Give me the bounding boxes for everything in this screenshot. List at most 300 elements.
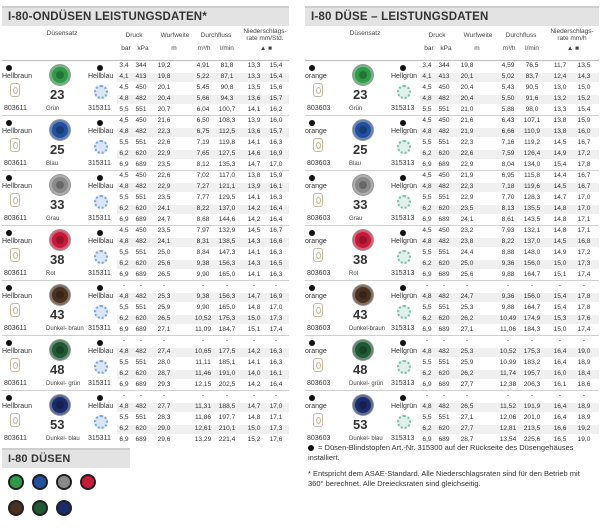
table-row: [420, 150, 599, 159]
cell-lmin: 112,5: [218, 128, 235, 135]
unit-bar: bar: [424, 45, 434, 52]
cell-bar: 6,2: [422, 205, 432, 212]
table-row: [117, 337, 289, 346]
housing-color-name: Hellbraun: [2, 238, 32, 245]
cell-wurfweite: 25,6: [157, 260, 171, 267]
cell-kpa: 482: [135, 348, 147, 355]
cell-lmin: 137,0: [523, 238, 541, 245]
stator-article-number: 315313: [391, 270, 415, 277]
cell-triangle-rate: 16,4: [553, 403, 567, 410]
cell-wurfweite: -: [465, 282, 469, 289]
cell-m3h: 5,43: [501, 84, 515, 91]
table-row: [117, 216, 289, 225]
cell-m3h: 9,88: [501, 304, 515, 311]
plug-dot-icon: [97, 65, 103, 71]
table-row: [420, 128, 599, 137]
stator-gear-icon: [94, 250, 108, 264]
table-row: [420, 392, 599, 401]
table-row: [117, 73, 289, 82]
stator-color-name: Hellgrün: [391, 348, 418, 355]
cell-lmin: 129,5: [218, 194, 236, 201]
stator-color-name: Hellgrün: [391, 403, 418, 410]
cell-triangle-rate: 14,1: [247, 271, 261, 278]
cell-wurfweite: 23,5: [157, 227, 171, 234]
cell-m3h: 10,65: [194, 348, 212, 355]
stator-article-number: 315311: [88, 270, 111, 277]
nozzle-color-label: Grau: [46, 216, 60, 222]
cell-bar: 4,8: [119, 238, 129, 245]
cell-kpa: 551: [438, 249, 450, 256]
cell-m3h: 5,45: [196, 84, 210, 91]
cell-wurfweite: 19,2: [157, 62, 171, 69]
cell-wurfweite: 24,4: [460, 249, 474, 256]
cell-m3h: 11,06: [499, 326, 516, 333]
housing-color-name: Hellbraun: [2, 183, 32, 190]
cell-square-rate: 16,3: [269, 348, 283, 355]
nozzle-group-33: [305, 170, 599, 225]
cell-lmin: 191,9: [523, 403, 541, 410]
nozzle-size-number: 23: [353, 87, 368, 102]
cell-bar: 5,5: [422, 139, 432, 146]
cell-bar: 5,5: [422, 194, 432, 201]
cell-lmin: 164,7: [523, 304, 541, 311]
cell-wurfweite: 27,7: [157, 403, 171, 410]
cell-triangle-rate: 14,7: [553, 194, 567, 201]
right-panel-title: I-80 DÜSE – LEISTUNGSDATEN: [305, 6, 599, 26]
table-row: [420, 293, 599, 302]
cell-m3h: 6,04: [196, 106, 210, 113]
cell-kpa: 450: [438, 172, 450, 179]
table-row: [420, 381, 599, 390]
cell-triangle-rate: 13,6: [247, 128, 261, 135]
table-row: [117, 150, 289, 159]
plug-dot-icon: [400, 340, 406, 346]
cell-m3h: -: [506, 392, 510, 399]
cell-wurfweite: 22,6: [157, 172, 171, 179]
cell-bar: -: [425, 282, 429, 289]
cell-m3h: 7,19: [196, 139, 210, 146]
cell-kpa: 551: [135, 106, 147, 113]
stator-gear-icon: [94, 85, 108, 99]
cell-m3h: 11,31: [194, 403, 211, 410]
cell-bar: 5,5: [119, 249, 129, 256]
cell-triangle-rate: 14,6: [247, 150, 261, 157]
cell-lmin: 188,5: [218, 403, 236, 410]
cell-lmin: 183,2: [523, 359, 541, 366]
cell-m3h: 8,88: [501, 249, 515, 256]
cell-kpa: 620: [438, 205, 450, 212]
stator-article-number: 315313: [391, 435, 415, 442]
header-durchfluss: Durchfluss: [200, 32, 232, 39]
nozzle-group-38: [2, 225, 289, 280]
table-row: [420, 326, 599, 335]
cell-wurfweite: 25,9: [157, 304, 171, 311]
cell-square-rate: 15,2: [577, 95, 591, 102]
cell-m3h: -: [506, 337, 510, 344]
cell-kpa: 551: [438, 139, 450, 146]
header-duesensatz: Düsensatz: [349, 30, 381, 37]
cell-triangle-rate: 14,1: [247, 194, 261, 201]
cell-wurfweite: 29,3: [157, 381, 171, 388]
nozzle-color-label: Dunkel-braun: [349, 326, 386, 332]
nozzle-thumbnails: [2, 468, 130, 526]
cell-bar: 5,5: [119, 359, 129, 366]
cell-kpa: 689: [135, 326, 147, 333]
cell-square-rate: 16,2: [269, 106, 283, 113]
cell-lmin: 184,7: [218, 326, 236, 333]
cell-m3h: 9,36: [501, 293, 515, 300]
cell-m3h: 6,95: [501, 172, 515, 179]
nozzle-face-icon: [353, 65, 373, 85]
cell-m3h: 5,22: [196, 73, 210, 80]
nozzle-color-label: Dunkel- braun: [46, 326, 84, 332]
cell-square-rate: 17,1: [269, 414, 283, 421]
cell-square-rate: 17,3: [269, 425, 283, 432]
plug-dot-icon: [6, 230, 12, 236]
cell-m3h: 7,27: [196, 183, 210, 190]
nozzle-thumbnail-icon: [32, 474, 48, 490]
cell-lmin: 126,4: [523, 150, 541, 157]
cell-triangle-rate: 16,5: [553, 436, 567, 443]
cell-wurfweite: 20,4: [460, 95, 474, 102]
housing-color-name: Hellbraun: [2, 293, 32, 300]
stator-article-number: 315311: [88, 325, 111, 332]
cell-lmin: 177,5: [218, 348, 236, 355]
cell-square-rate: 13,5: [577, 62, 591, 69]
cell-triangle-rate: 16,6: [553, 425, 567, 432]
cell-square-rate: 18,4: [577, 370, 591, 377]
housing-color-name: orange: [305, 128, 327, 135]
table-row: [117, 271, 289, 280]
housing-color-name: Hellbraun: [2, 403, 32, 410]
housing-article-number: 803603: [307, 435, 331, 442]
cell-m3h: 13,29: [194, 436, 212, 443]
nozzle-thumbnail-icon: [32, 500, 48, 516]
cell-bar: -: [122, 282, 126, 289]
cell-triangle-rate: 15,0: [553, 260, 567, 267]
cell-bar: 5,5: [119, 414, 129, 421]
cell-bar: 4,5: [422, 227, 432, 234]
unit-m: m: [171, 45, 177, 52]
table-row: [420, 95, 599, 104]
cell-kpa: -: [442, 282, 446, 289]
cell-wurfweite: 20,4: [460, 84, 474, 91]
cell-triangle-rate: 14,8: [553, 205, 567, 212]
cell-lmin: 175,3: [218, 315, 236, 322]
cell-kpa: 620: [438, 260, 450, 267]
unit-lmin: l/min: [525, 45, 539, 52]
cell-kpa: 620: [135, 315, 147, 322]
table-row: [117, 128, 289, 137]
cell-kpa: 450: [438, 84, 450, 91]
cell-triangle-rate: 11,7: [553, 62, 567, 69]
cell-bar: 4,8: [422, 183, 432, 190]
cell-m3h: 7,18: [501, 183, 515, 190]
cell-bar: 6,2: [119, 260, 129, 267]
cell-bar: 4,1: [422, 73, 432, 80]
cell-wurfweite: -: [162, 282, 166, 289]
cell-square-rate: 16,4: [269, 216, 283, 223]
nozzle-size-number: 38: [353, 252, 368, 267]
cell-bar: 6,9: [119, 161, 129, 168]
table-row: [420, 260, 599, 269]
cell-lmin: 119,6: [523, 183, 540, 190]
cell-wurfweite: 25,9: [460, 359, 474, 366]
cell-bar: 4,8: [119, 293, 129, 300]
cell-lmin: 195,7: [523, 370, 541, 377]
plug-dot-icon: [400, 120, 406, 126]
cell-triangle-rate: 15,0: [247, 425, 261, 432]
plug-dot-icon: [400, 230, 406, 236]
nozzle-face-icon: [50, 65, 70, 85]
cell-wurfweite: 23,8: [460, 238, 474, 245]
cell-triangle-rate: 12,4: [553, 73, 567, 80]
nozzle-color-label: Rot: [46, 271, 56, 277]
left-table-header: [2, 26, 289, 60]
table-row: [420, 271, 599, 280]
cell-triangle-rate: 15,4: [553, 293, 567, 300]
cell-bar: 4,1: [119, 73, 129, 80]
cell-lmin: 137,0: [218, 205, 236, 212]
stator-color-name: Hellblau: [88, 348, 114, 355]
nozzle-group-38: [305, 225, 599, 280]
cell-square-rate: 16,3: [269, 194, 283, 201]
cell-square-rate: 19,0: [577, 348, 591, 355]
stator-gear-icon: [397, 305, 411, 319]
cell-bar: 4,8: [119, 403, 129, 410]
cell-square-rate: 16,0: [269, 117, 283, 124]
cell-square-rate: -: [274, 282, 278, 289]
nozzle-thumbnail-icon: [80, 474, 96, 490]
cell-bar: 6,2: [119, 425, 129, 432]
stator-gear-icon: [397, 85, 411, 99]
table-row: [420, 172, 599, 181]
cell-wurfweite: 21,9: [460, 172, 474, 179]
stator-color-name: Hellblau: [88, 128, 114, 135]
cell-kpa: 482: [135, 403, 147, 410]
cell-kpa: 551: [438, 106, 450, 113]
cell-kpa: -: [139, 282, 143, 289]
housing-color-name: orange: [305, 183, 327, 190]
table-row: [117, 183, 289, 192]
cell-wurfweite: 25,3: [460, 348, 474, 355]
cell-square-rate: 17,8: [577, 304, 591, 311]
cell-wurfweite: 22,9: [157, 183, 171, 190]
nozzle-face-icon: [353, 120, 373, 140]
plug-dot-icon: [97, 395, 103, 401]
cell-wurfweite: 25,0: [460, 260, 474, 267]
housing-article-number: 803611: [4, 270, 27, 277]
cell-kpa: 689: [135, 436, 147, 443]
cell-kpa: 482: [438, 183, 450, 190]
table-row: [117, 348, 289, 357]
cell-kpa: 689: [438, 271, 450, 278]
housing-article-number: 803611: [4, 380, 27, 387]
housing-article-number: 803603: [307, 160, 331, 167]
stator-article-number: 315313: [391, 325, 415, 332]
cell-square-rate: 18,9: [577, 414, 591, 421]
cell-lmin: 197,7: [218, 414, 236, 421]
housing-nozzle-icon: [313, 83, 323, 97]
nozzle-size-number: 48: [50, 362, 65, 377]
cell-m3h: 6,50: [196, 117, 210, 124]
plug-dot-icon: [97, 340, 103, 346]
cell-triangle-rate: 13,8: [553, 117, 567, 124]
cell-m3h: 9,88: [501, 271, 515, 278]
cell-kpa: 551: [135, 359, 147, 366]
table-row: [420, 216, 599, 225]
cell-square-rate: 15,4: [269, 73, 283, 80]
cell-bar: 4,5: [422, 117, 432, 124]
nozzle-face-icon: [50, 230, 70, 250]
cell-lmin: 121,1: [218, 183, 236, 190]
cell-triangle-rate: -: [558, 282, 562, 289]
table-row: [420, 183, 599, 192]
cell-wurfweite: 27,1: [157, 326, 171, 333]
cell-lmin: 164,7: [523, 271, 541, 278]
cell-kpa: 551: [135, 194, 147, 201]
plug-dot-icon: [6, 340, 12, 346]
plug-dot-icon: [97, 120, 103, 126]
unit-triangle-square: ▲ ■: [566, 45, 580, 52]
cell-kpa: 344: [438, 62, 450, 69]
nozzle-face-icon: [50, 395, 70, 415]
cell-m3h: 8,22: [501, 238, 515, 245]
cell-m3h: 8,12: [196, 161, 210, 168]
cell-square-rate: -: [274, 337, 278, 344]
cell-kpa: 689: [438, 326, 450, 333]
cell-wurfweite: 22,9: [157, 150, 171, 157]
table-row: [117, 260, 289, 269]
cell-kpa: 620: [438, 150, 450, 157]
cell-wurfweite: -: [162, 392, 166, 399]
nozzle-color-label: Grau: [349, 216, 363, 222]
cell-wurfweite: 23,5: [157, 161, 171, 168]
unit-lmin: l/min: [220, 45, 234, 52]
cell-lmin: -: [530, 392, 534, 399]
header-niederschlag: Niederschlags- rate mm/Std.: [243, 28, 287, 42]
cell-wurfweite: 22,3: [460, 139, 474, 146]
cell-m3h: 10,99: [499, 359, 517, 366]
cell-wurfweite: 22,9: [460, 194, 474, 201]
nozzle-face-icon: [50, 285, 70, 305]
table-row: [117, 205, 289, 214]
cell-m3h: 6,43: [501, 117, 515, 124]
cell-triangle-rate: 13,3: [553, 106, 567, 113]
cell-bar: 6,9: [119, 381, 129, 388]
cell-lmin: 117,0: [218, 172, 235, 179]
cell-square-rate: 16,7: [269, 227, 283, 234]
nozzle-thumbnail-icon: [56, 500, 72, 516]
cell-m3h: 7,16: [501, 139, 515, 146]
stator-article-number: 315311: [88, 215, 111, 222]
cell-kpa: 413: [438, 73, 450, 80]
cell-square-rate: 17,3: [269, 315, 283, 322]
cell-bar: 4,5: [119, 117, 129, 124]
housing-nozzle-icon: [313, 303, 323, 317]
nozzle-size-number: 48: [353, 362, 368, 377]
cell-triangle-rate: 14,1: [247, 359, 261, 366]
cell-square-rate: -: [582, 337, 586, 344]
cell-square-rate: 18,9: [577, 359, 591, 366]
cell-triangle-rate: -: [252, 337, 256, 344]
cell-wurfweite: 28,7: [157, 370, 171, 377]
cell-kpa: 551: [135, 139, 147, 146]
cell-wurfweite: 25,0: [157, 249, 171, 256]
table-row: [117, 227, 289, 236]
cell-kpa: -: [139, 337, 143, 344]
cell-wurfweite: -: [465, 337, 469, 344]
cell-square-rate: 17,4: [269, 326, 283, 333]
stator-color-name: Hellgrün: [391, 128, 418, 135]
cell-square-rate: 16,3: [269, 271, 283, 278]
stator-article-number: 315313: [391, 380, 415, 387]
cell-square-rate: 15,4: [269, 62, 283, 69]
stator-gear-icon: [397, 140, 411, 154]
stator-gear-icon: [94, 305, 108, 319]
cell-m3h: 7,59: [501, 150, 515, 157]
cell-square-rate: 15,6: [269, 84, 283, 91]
cell-bar: 5,5: [422, 304, 432, 311]
table-row: [117, 62, 289, 71]
cell-kpa: 450: [438, 117, 450, 124]
cell-kpa: 450: [135, 227, 147, 234]
bullet-icon: [308, 445, 314, 451]
nozzle-face-icon: [353, 230, 373, 250]
plug-dot-icon: [6, 120, 12, 126]
cell-triangle-rate: 14,3: [247, 238, 261, 245]
cell-square-rate: 17,0: [577, 194, 591, 201]
cell-m3h: 7,93: [501, 227, 515, 234]
cell-wurfweite: 24,7: [157, 216, 171, 223]
cell-triangle-rate: 13,6: [247, 95, 261, 102]
cell-lmin: 128,3: [523, 194, 541, 201]
table-row: [420, 194, 599, 203]
cell-wurfweite: 27,7: [460, 381, 474, 388]
cell-wurfweite: 20,1: [460, 73, 474, 80]
cell-square-rate: 17,0: [577, 205, 591, 212]
cell-triangle-rate: 14,1: [247, 139, 261, 146]
cell-square-rate: 17,3: [577, 260, 591, 267]
nozzle-size-number: 23: [50, 87, 65, 102]
cell-lmin: 135,5: [523, 205, 541, 212]
cell-lmin: 98,0: [525, 106, 539, 113]
nozzle-color-label: Rot: [349, 271, 359, 277]
housing-nozzle-icon: [10, 83, 20, 97]
cell-square-rate: 16,6: [269, 238, 283, 245]
cell-bar: 4,8: [422, 293, 432, 300]
cell-lmin: 156,0: [523, 260, 541, 267]
cell-triangle-rate: 14,8: [247, 414, 261, 421]
cell-bar: 6,2: [422, 260, 432, 267]
cell-kpa: 482: [135, 128, 147, 135]
cell-wurfweite: 23,5: [157, 194, 171, 201]
cell-wurfweite: 21,0: [460, 106, 474, 113]
cell-lmin: 132,9: [218, 227, 236, 234]
cell-bar: 4,8: [422, 128, 432, 135]
cell-triangle-rate: 15,4: [553, 304, 567, 311]
cell-kpa: 482: [135, 238, 147, 245]
cell-bar: 6,2: [119, 370, 129, 377]
nozzle-group-48: [2, 335, 289, 390]
stator-color-name: Hellblau: [88, 293, 114, 300]
cell-square-rate: 15,9: [577, 117, 591, 124]
cell-kpa: 620: [438, 315, 450, 322]
cell-bar: 4,8: [119, 183, 129, 190]
nozzle-face-icon: [353, 285, 373, 305]
cell-kpa: 482: [438, 128, 450, 135]
cell-bar: -: [425, 392, 429, 399]
